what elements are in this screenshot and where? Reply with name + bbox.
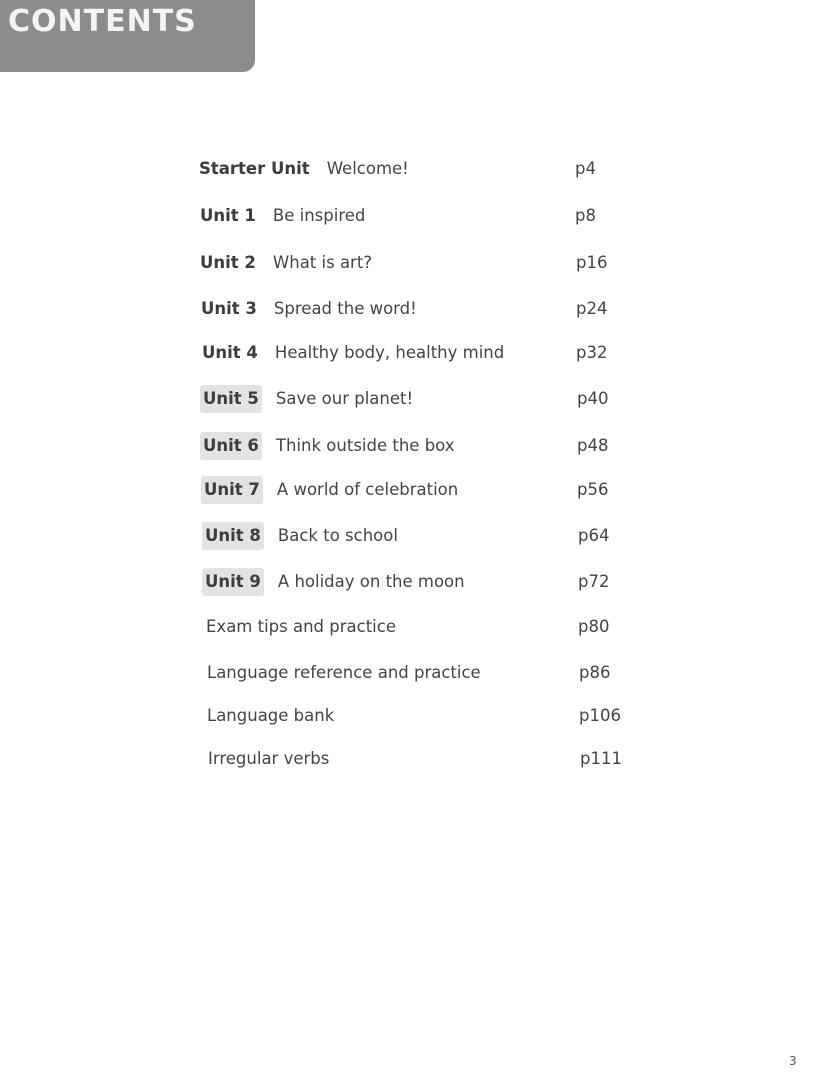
unit-title: Welcome! xyxy=(326,159,409,178)
unit-label: Unit 2 xyxy=(200,253,256,272)
toc-row-unit-3[interactable] xyxy=(201,295,417,323)
page-ref: p86 xyxy=(579,663,611,682)
unit-label: Unit 1 xyxy=(200,206,256,225)
unit-label: Unit 3 xyxy=(201,299,257,318)
unit-title: Save our planet! xyxy=(275,389,414,408)
toc-row-irregular-verbs[interactable] xyxy=(208,745,329,773)
unit-title: Healthy body, healthy mind xyxy=(274,343,505,362)
unit-title: Spread the word! xyxy=(273,299,417,318)
page-number: 3 xyxy=(789,1054,797,1068)
page-ref: p48 xyxy=(577,436,609,455)
toc-row-language-reference[interactable] xyxy=(207,659,481,687)
page-ref: p32 xyxy=(576,343,608,362)
unit-title: A world of celebration xyxy=(276,480,459,499)
unit-title: Be inspired xyxy=(272,206,366,225)
page-ref: p56 xyxy=(577,480,609,499)
unit-title: Think outside the box xyxy=(275,436,455,455)
toc-row-starter[interactable] xyxy=(199,155,409,183)
page-ref: p64 xyxy=(578,526,610,545)
page-ref: p40 xyxy=(577,389,609,408)
unit-label: Unit 8 xyxy=(202,522,264,550)
unit-label: Starter Unit xyxy=(199,159,310,178)
toc-row-unit-5[interactable] xyxy=(203,385,413,413)
page-title: CONTENTS xyxy=(8,4,197,39)
section-title: Language bank xyxy=(207,706,335,725)
page-ref: p106 xyxy=(579,706,621,725)
toc-row-unit-8[interactable] xyxy=(205,522,398,550)
page-ref: p8 xyxy=(575,206,596,225)
section-title: Language reference and practice xyxy=(207,663,481,682)
unit-label: Unit 5 xyxy=(200,385,262,413)
page-ref: p80 xyxy=(578,617,610,636)
unit-title: A holiday on the moon xyxy=(277,572,465,591)
toc-row-unit-6[interactable] xyxy=(203,432,455,460)
unit-title: What is art? xyxy=(272,253,373,272)
toc-row-unit-9[interactable] xyxy=(205,568,465,596)
toc-row-unit-4[interactable] xyxy=(202,339,504,367)
page-ref: p4 xyxy=(575,159,596,178)
page-ref: p111 xyxy=(580,749,622,768)
page-ref: p16 xyxy=(576,253,608,272)
section-title: Irregular verbs xyxy=(208,749,330,768)
section-title: Exam tips and practice xyxy=(206,617,396,636)
toc-row-unit-2[interactable] xyxy=(200,249,372,277)
page-ref: p24 xyxy=(576,299,608,318)
toc-row-language-bank[interactable] xyxy=(207,702,334,730)
toc-row-unit-7[interactable] xyxy=(204,476,458,504)
toc-row-unit-1[interactable] xyxy=(200,202,365,230)
unit-title: Back to school xyxy=(277,526,398,545)
unit-label: Unit 7 xyxy=(201,476,263,504)
unit-label: Unit 9 xyxy=(202,568,264,596)
page-ref: p72 xyxy=(578,572,610,591)
toc-row-exam-tips[interactable] xyxy=(206,613,396,641)
unit-label: Unit 4 xyxy=(202,343,258,362)
unit-label: Unit 6 xyxy=(200,432,262,460)
